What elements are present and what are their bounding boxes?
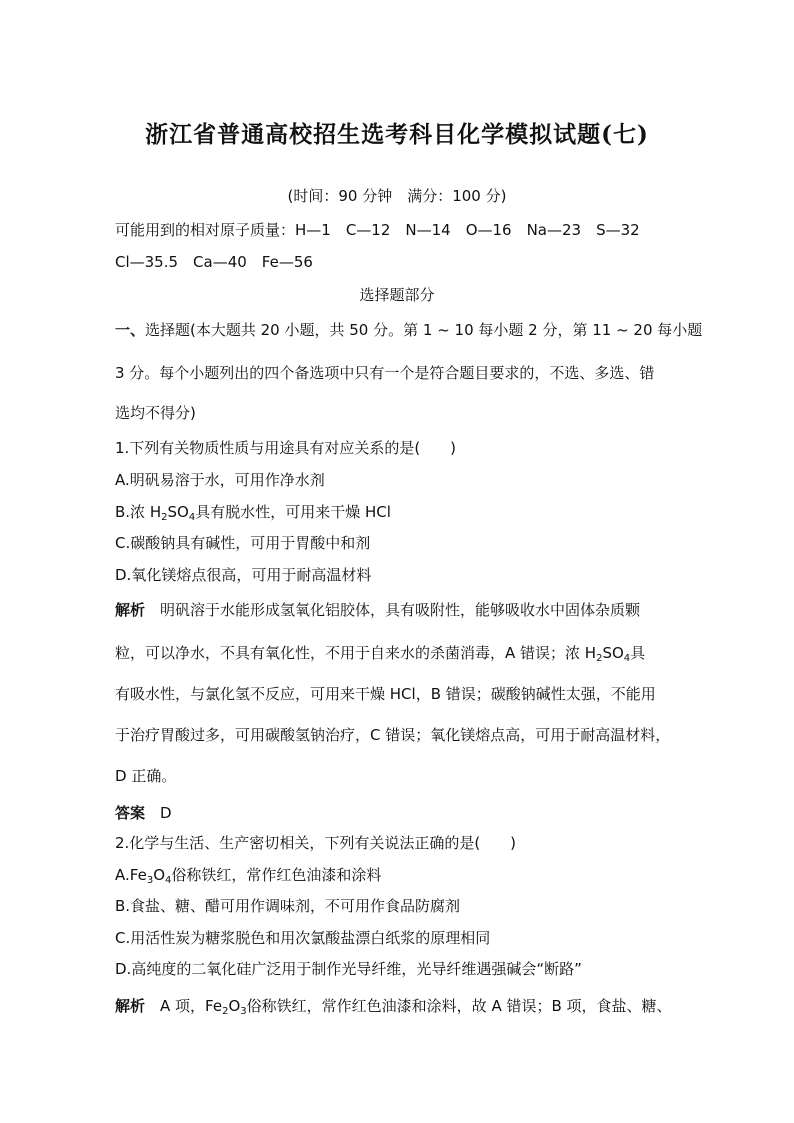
q1-stem: 1.下列有关物质性质与用途具有对应关系的是( )	[115, 439, 457, 457]
section-heading: 选择题部分	[359, 286, 435, 304]
q2-analysis-text-1b: 俗称铁红，常作红色油漆和涂料，故 A 错误；B 项，食盐、糖、	[246, 997, 672, 1015]
q1-analysis-formula: SO	[602, 644, 624, 662]
subscript: 3	[146, 875, 154, 886]
q1-analysis-line-3: 有吸水性，与氯化氢不反应，可用来干燥 HCl，B 错误；碳酸钠碱性太强，不能用	[115, 685, 656, 703]
subscript: 2	[222, 1006, 229, 1017]
q1-option-b-rest: 具有脱水性，可用来干燥 HCl	[195, 503, 391, 521]
q2-analysis-label: 解析	[115, 997, 146, 1015]
q1-analysis-label: 解析	[115, 601, 146, 619]
q1-analysis-line-2	[115, 643, 645, 663]
atomic-masses-line-1: 可能用到的相对原子质量：H—1 C—12 N—14 O—16 Na—23 S—32	[115, 221, 640, 239]
q1-analysis-line-4: 于治疗胃酸过多，可用碳酸氢钠治疗，C 错误；氧化镁熔点高，可用于耐高温材料，	[115, 726, 671, 744]
q1-answer-label: 答案	[115, 804, 146, 822]
q1-analysis-line-1	[115, 600, 640, 620]
subscript: 2	[161, 512, 168, 523]
instructions-text-1: 选择题(本大题共 20 小题，共 50 分。第 1 ~ 10 每小题 2 分，第 11 ~ 20 每小题	[145, 321, 703, 339]
subscript: 2	[596, 653, 603, 664]
subscript: 4	[623, 653, 631, 664]
q1-option-b-text: B.浓 H	[115, 503, 162, 521]
q2-option-c: C.用活性炭为糖浆脱色和用次氯酸盐漂白纸浆的原理相同	[115, 929, 491, 947]
q1-option-c: C.碳酸钠具有碱性，可用于胃酸中和剂	[115, 534, 371, 552]
q1-analysis-text-2: 粒，可以净水，不具有氧化性，不用于自来水的杀菌消毒，A 错误；浓 H	[115, 644, 597, 662]
subscript: 4	[188, 512, 196, 523]
q1-option-d: D.氧化镁熔点很高，可用于耐高温材料	[115, 566, 372, 584]
q2-stem: 2.化学与生活、生产密切相关，下列有关说法正确的是( )	[115, 834, 517, 852]
q2-option-a-rest: 俗称铁红，常作红色油漆和涂料	[171, 866, 382, 884]
instructions-line-1	[115, 320, 702, 340]
q1-option-a: A.明矾易溶于水，可用作净水剂	[115, 471, 325, 489]
q1-option-b	[115, 502, 391, 522]
q2-option-b: B.食盐、糖、醋可用作调味剂，不可用作食品防腐剂	[115, 897, 461, 915]
q1-analysis-text-1: 明矾溶于水能形成氢氧化铝胶体，具有吸附性，能够吸收水中固体杂质颗	[160, 601, 641, 619]
exam-time-info: (时间：90 分钟 满分：100 分)	[287, 187, 507, 205]
q2-option-a-formula: O	[153, 866, 165, 884]
instructions-label: 一、	[115, 321, 146, 339]
q2-analysis-line-1	[115, 996, 672, 1016]
q1-analysis-line-5: D 正确。	[115, 767, 177, 785]
subscript: 4	[165, 875, 172, 886]
instructions-line-3: 选均不得分)	[115, 404, 196, 422]
q2-option-a-text: A.Fe	[115, 866, 147, 884]
q1-option-b-formula: SO	[167, 503, 189, 521]
q2-option-d: D.高纯度的二氧化硅广泛用于制作光导纤维，光导纤维遇强碱会“断路”	[115, 960, 582, 978]
atomic-masses-line-2: Cl—35.5 Ca—40 Fe—56	[115, 253, 313, 271]
q2-analysis-text-1: A 项，Fe	[160, 997, 223, 1015]
q1-answer	[115, 803, 172, 823]
q1-answer-value: D	[160, 804, 172, 822]
q1-analysis-text-2b: 具	[630, 644, 646, 662]
subscript: 3	[240, 1006, 247, 1017]
q2-analysis-formula: O	[228, 997, 241, 1015]
page-title: 浙江省普通高校招生选考科目化学模拟试题(七)	[145, 121, 649, 148]
instructions-line-2: 3 分。每个小题列出的四个备选项中只有一个是符合题目要求的，不选、多选、错	[115, 364, 655, 382]
q2-option-a	[115, 865, 381, 885]
